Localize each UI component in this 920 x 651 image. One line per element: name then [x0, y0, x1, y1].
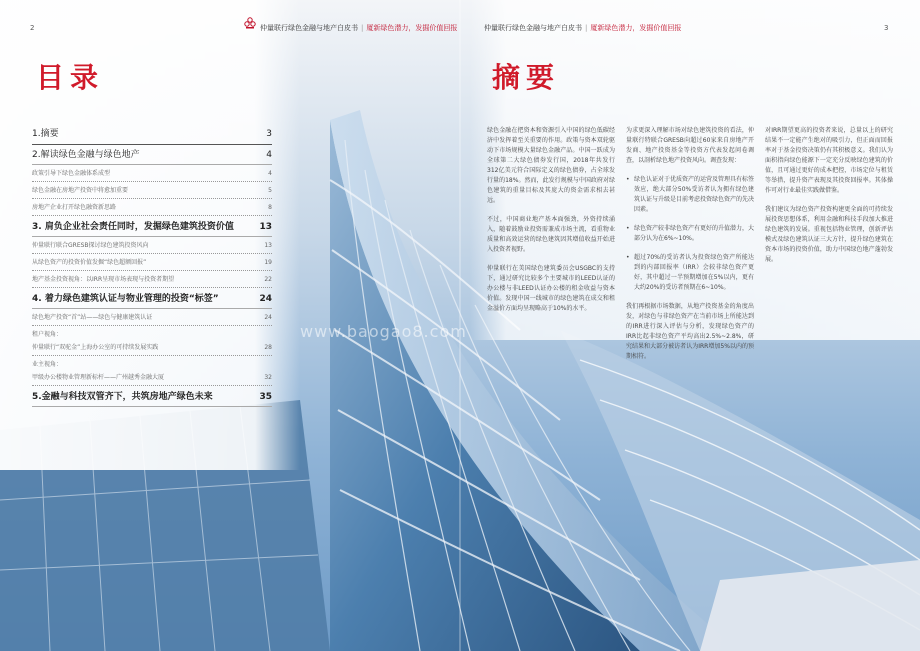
summary-title: 摘要: [492, 61, 561, 94]
toc-entry[interactable]: [32, 242, 272, 250]
summary-paragraph: 对IRR期望更高的投资者来说，总量以上的研究结果不一定能产生绝对的吸引力，但正面而回报率对于基金投资决策仍有其积极意义。我们认为面积指向绿色能源下一定充分反映绿色建筑的价值，且可通过更好的成本把控，市场定位与租赁等举措，提升资产表现及其投资回报率。其体操作可对行业最佳实践做借鉴。: [765, 127, 893, 194]
running-separator: |: [585, 24, 588, 32]
toc-page-number: 13: [264, 242, 272, 249]
toc-page-number: 13: [259, 222, 272, 232]
toc-entry[interactable]: [32, 150, 272, 161]
summary-paragraph: 我们建议为绿色资产投资构建更全面的可持续发展投资思想体系，利用金融和科技手段加大推进绿色建筑的发展。重视包括物业管理，创新评估模式及绿色建筑认证三大方针，提升绿色建筑在资本市场的投资价值，助力中国绿色地产蓬勃发展。: [765, 206, 893, 263]
toc-entry-text: 从绿色资产的投资价值发掘“绿色超额回报”: [32, 259, 147, 266]
page-number-left: 2: [30, 24, 35, 32]
toc-page-number: 22: [264, 276, 272, 283]
running-header-right: [484, 23, 681, 33]
toc-entry-text: 仲量联行联合GRESB探讨绿色建筑投资风向: [32, 242, 149, 249]
summary-bullet: • 绿色资产较非绿色资产有更好的升值潜力，大部分认为在6%~10%。: [626, 224, 754, 244]
toc-page-number: 4: [268, 170, 272, 177]
running-header-left: [260, 23, 457, 33]
table-of-contents: [32, 124, 272, 407]
toc-entry[interactable]: [32, 187, 272, 195]
toc-divider: [32, 385, 272, 386]
page-number-right: 3: [884, 24, 889, 32]
toc-entry-text: 绿色金融在房地产投资中将愈加重要: [32, 187, 129, 194]
toc-entry-text: 政策引导下绿色金融体系成型: [32, 170, 111, 177]
running-title: 仲量联行绿色金融与地产白皮书: [260, 24, 358, 32]
toc-entry-text: 仲量联行“双驼金”上海办公室的可持续发展实践: [32, 344, 159, 351]
toc-page-number: 5: [268, 187, 272, 194]
summary-column-1: [487, 126, 615, 323]
toc-entry[interactable]: [32, 276, 272, 284]
toc-entry-text: 3. 肩负企业社会责任同时，发掘绿色建筑投资价值: [32, 222, 234, 232]
toc-divider: [32, 287, 272, 288]
toc-page-number: 19: [264, 259, 272, 266]
toc-entry[interactable]: [32, 314, 272, 322]
toc-entry-text: 甲级办公楼物业管理新标杆——广州越秀金融大厦: [32, 374, 165, 381]
toc-title: 目录: [36, 61, 105, 94]
summary-column-2: [626, 126, 754, 371]
toc-divider: [32, 270, 272, 271]
summary-bullet: • 超过70%的受访者认为投资绿色资产所能达到的内部回报率（IRR）会较非绿色资产更好，其中超过一半预期增加在5%以内，更有大约20%的受访者预期在6~10%。: [626, 253, 754, 293]
toc-entry[interactable]: [32, 129, 272, 140]
toc-entry-text: 房地产企业打开绿色融资新思路: [32, 204, 117, 211]
toc-divider: [32, 253, 272, 254]
running-highlight: 厦新绿色潜力，发掘价值回报: [366, 24, 458, 32]
summary-paragraph: 我们再根据市场数据，从地产投资基金的角度出发，对绿色与非绿色资产在当前市场上所能达到的IRR进行深入评估与分析，发现绿色资产的IRR比起非绿色资产平均高出2.5%~2.8%，研究结果和大部分被访者认为IRR增加5%以内的预期相符。: [626, 303, 754, 360]
toc-entry[interactable]: [32, 361, 272, 369]
toc-page-number: 35: [259, 392, 272, 402]
toc-entry-text: 4. 着力绿色建筑认证与物业管理的投资“标签”: [32, 294, 219, 304]
toc-divider: [32, 164, 272, 165]
summary-paragraph: 绿色金融在把资本和资源引入中国的绿色低碳经济中发挥着至关重要的作用。政策与资本双轮驱动下市场规模大量绿色金融产品。中国一跃成为全球第二大绿色债券发行国，2018年共发行312亿美元符合国际定义的绿色债券，占全球发行量的18%。然而，此发行规模与中国政府对绿色建筑的重量目标及其庞大的资金需求相去甚远。: [487, 127, 615, 204]
toc-entry[interactable]: [32, 344, 272, 352]
toc-entry-text: 2.解读绿色金融与绿色地产: [32, 150, 140, 160]
watermark: www.baogao8.com: [300, 322, 467, 341]
toc-entry-text: 业主视角：: [32, 361, 63, 368]
summary-bullet: • 绿色认证对于优质资产的运营及管理具有标签效应，绝大部分50%受访者认为拥有绿色建筑认证与升级是目前考虑投资绿色资产的先决因素。: [626, 175, 754, 215]
toc-entry[interactable]: [32, 170, 272, 178]
toc-divider: [32, 325, 272, 326]
toc-divider: [32, 406, 272, 407]
toc-entry[interactable]: [32, 222, 272, 233]
toc-page-number: 4: [266, 150, 272, 160]
running-title: 仲量联行绿色金融与地产白皮书: [484, 24, 582, 32]
summary-paragraph: 仲量联行在美国绿色建筑委员会USGBC的支持下，通过研究比较多个主要城市的LEED认证的办公楼与非LEED认证办公楼的租金收益与资本价值。发现中国一线城市的绿色建筑在成交和租金溢价方面均呈现略高于10%的水平。: [487, 265, 615, 312]
toc-entry[interactable]: [32, 331, 272, 339]
toc-divider: [32, 144, 272, 145]
toc-entry[interactable]: [32, 204, 272, 212]
toc-entry[interactable]: [32, 374, 272, 382]
summary-column-3: [765, 126, 893, 274]
toc-entry-text: 租户视角：: [32, 331, 63, 338]
toc-entry[interactable]: [32, 259, 272, 267]
toc-entry-text: 5.金融与科技双管齐下，共筑房地产绿色未来: [32, 392, 213, 402]
toc-entry[interactable]: [32, 392, 272, 403]
toc-page-number: 8: [268, 204, 272, 211]
toc-page-number: 32: [264, 374, 272, 381]
toc-divider: [32, 215, 272, 216]
toc-entry-text: 地产基金投资视角：以IRR呈现市场表现与投资者期望: [32, 276, 175, 283]
toc-page-number: 3: [266, 129, 272, 139]
summary-bullet-list: [626, 175, 754, 293]
toc-divider: [32, 236, 272, 237]
toc-page-number: 24: [259, 294, 272, 304]
toc-entry-text: 绿色地产投资“首”站——绿色与健康建筑认证: [32, 314, 153, 321]
summary-paragraph: 不过，中国商业地产基本面强劲，外资持续涌入，随着鼓励业投资需兼成市场主流，看重物业质量和高效运营的绿色建筑因其增值收益开始进入投资者视野。: [487, 216, 615, 253]
toc-page-number: 24: [264, 314, 272, 321]
toc-divider: [32, 355, 272, 356]
toc-entry[interactable]: [32, 294, 272, 305]
toc-divider: [32, 308, 272, 309]
summary-paragraph: 为求更深入理解市场对绿色建筑投资的看法，仲量联行特联合GRESB向超过60家来自房地产开发商、地产投资基金等投资方代表发起问卷调查，以剖析绿色地产投资风向。调查发现：: [626, 127, 754, 164]
toc-page-number: 28: [264, 344, 272, 351]
toc-divider: [32, 198, 272, 199]
running-highlight: 厦新绿色潜力，发掘价值回报: [590, 24, 682, 32]
jll-logo-icon: [243, 16, 257, 30]
running-separator: |: [361, 24, 364, 32]
toc-divider: [32, 181, 272, 182]
toc-entry-text: 1.摘要: [32, 129, 59, 139]
